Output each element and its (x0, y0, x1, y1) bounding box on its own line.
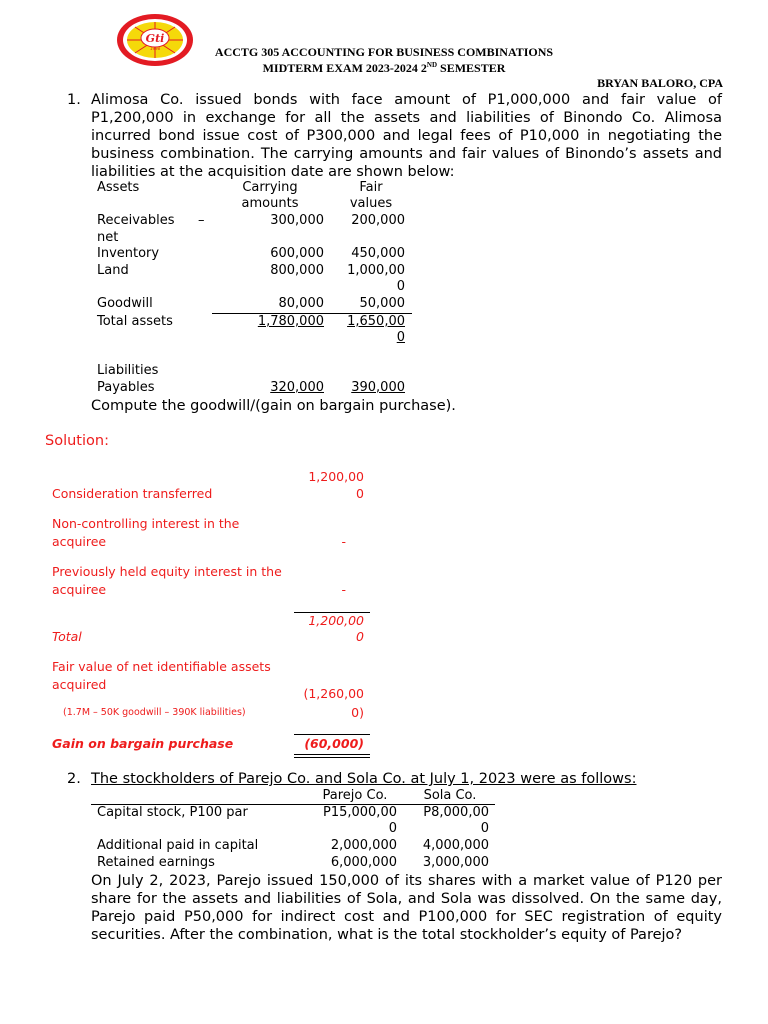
re-sola: 3,000,000 (422, 855, 489, 870)
total-assets-carrying: 1,780,000 (257, 314, 324, 329)
re-parejo: 6,000,000 (330, 855, 397, 870)
capital-sola-cont: 0 (480, 821, 489, 836)
receivables-label: Receivables (97, 213, 175, 228)
goodwill-carrying: 80,000 (278, 296, 324, 311)
liabilities-label: Liabilities (97, 363, 159, 378)
fv-net-assets-value: (1,260,00 (303, 686, 364, 701)
goodwill-fair: 50,000 (359, 296, 405, 311)
apic-sola: 4,000,000 (422, 838, 489, 853)
receivables-label-2: net (97, 230, 119, 245)
payables-carrying: 320,000 (270, 380, 324, 395)
inventory-carrying: 600,000 (270, 246, 324, 261)
land-carrying: 800,000 (270, 263, 324, 278)
gain-double-rule-1 (294, 754, 370, 755)
apic-parejo: 2,000,000 (330, 838, 397, 853)
author-name: BRYAN BALORO, CPA (597, 76, 723, 90)
capital-parejo-cont: 0 (388, 821, 397, 836)
col-carrying-header-1: Carrying (242, 180, 298, 195)
fv-net-assets-value-cont: 0) (351, 705, 364, 720)
gain-value: (60,000) (304, 736, 364, 751)
q1-text: Alimosa Co. issued bonds with face amount of P1,000,000 and fair value of P1,200,000 in exchange for all the assets and liabilities of Binondo Co. Alimosa incurred bond issue cost of P300,000 and legal fees of P10,000 in negotiating the business combination. The carrying amounts and fair values of Binondo’s assets and liabilities at the acquisition date are shown below: (91, 92, 722, 180)
receivables-carrying: 300,000 (270, 213, 324, 228)
logo-text: Gti (145, 32, 165, 45)
fv-net-assets-note: (1.7M – 50K goodwill – 390K liabilities) (63, 707, 246, 718)
col-sola-header: Sola Co. (423, 788, 477, 803)
consideration-value-cont: 0 (356, 486, 364, 501)
prev-held-label: Previously held equity interest in the (52, 564, 282, 579)
gain-double-rule-2 (294, 757, 370, 758)
total-assets-label: Total assets (97, 314, 173, 329)
capital-stock-label: Capital stock, P100 par (97, 805, 248, 820)
col-parejo-header: Parejo Co. (322, 788, 388, 803)
capital-sola: P8,000,00 (423, 805, 489, 820)
prev-held-value: - (341, 582, 346, 597)
total-assets-fair-cont: 0 (396, 330, 405, 345)
course-title: ACCTG 305 ACCOUNTING FOR BUSINESS COMBINATIONS (214, 45, 554, 59)
col-fair-header-1: Fair (359, 180, 383, 195)
fv-net-assets-label: Fair value of net identifiable assets (52, 659, 271, 674)
exam-title: MIDTERM EXAM 2023-2024 2ND SEMESTER (262, 61, 506, 75)
payables-label: Payables (97, 380, 155, 395)
q2-number: 2. (67, 771, 81, 787)
col-carrying-header-2: amounts (241, 196, 299, 211)
nci-label-2: acquiree (52, 534, 107, 549)
nci-value: - (341, 534, 346, 549)
apic-label: Additional paid in capital (97, 838, 259, 853)
inventory-fair: 450,000 (351, 246, 405, 261)
consideration-value: 1,200,00 (308, 469, 364, 484)
total-assets-fair: 1,650,00 (347, 314, 405, 329)
q2-text: On July 2, 2023, Parejo issued 150,000 of its shares with a market value of P120 per share for the assets and liabilities of Sola, and Sola was dissolved. On the same day, Parejo paid P50,000 for indirect cost and P100,000 for SEC registration of equity securities. After the combination, what is the total stockholder’s equity of Parejo? (91, 873, 722, 943)
gain-label: Gain on bargain purchase (52, 736, 234, 751)
q1-number: 1. (67, 92, 81, 108)
goodwill-label: Goodwill (97, 296, 153, 311)
col-assets-header: Assets (97, 180, 140, 195)
logo-year: 1998 (149, 46, 161, 51)
land-fair-cont: 0 (396, 279, 405, 294)
capital-parejo: P15,000,00 (322, 805, 397, 820)
land-label: Land (97, 263, 129, 278)
q1-question: Compute the goodwill/(gain on bargain purchase). (91, 398, 456, 414)
total-value-cont: 0 (356, 629, 364, 644)
fv-net-assets-label-2: acquired (52, 677, 107, 692)
q2-intro: The stockholders of Parejo Co. and Sola Co. at July 1, 2023 were as follows: (91, 771, 637, 787)
col-fair-header-2: values (349, 196, 393, 211)
receivables-dash: – (198, 213, 205, 228)
inventory-label: Inventory (97, 246, 160, 261)
total-label: Total (52, 629, 82, 644)
retained-earnings-label: Retained earnings (97, 855, 215, 870)
total-value: 1,200,00 (308, 613, 364, 628)
solution-heading: Solution: (45, 433, 109, 449)
prev-held-label-2: acquiree (52, 582, 107, 597)
payables-fair: 390,000 (351, 380, 405, 395)
nci-label: Non-controlling interest in the (52, 516, 240, 531)
land-fair: 1,000,00 (347, 263, 405, 278)
consideration-label: Consideration transferred (52, 486, 213, 501)
receivables-fair: 200,000 (351, 213, 405, 228)
